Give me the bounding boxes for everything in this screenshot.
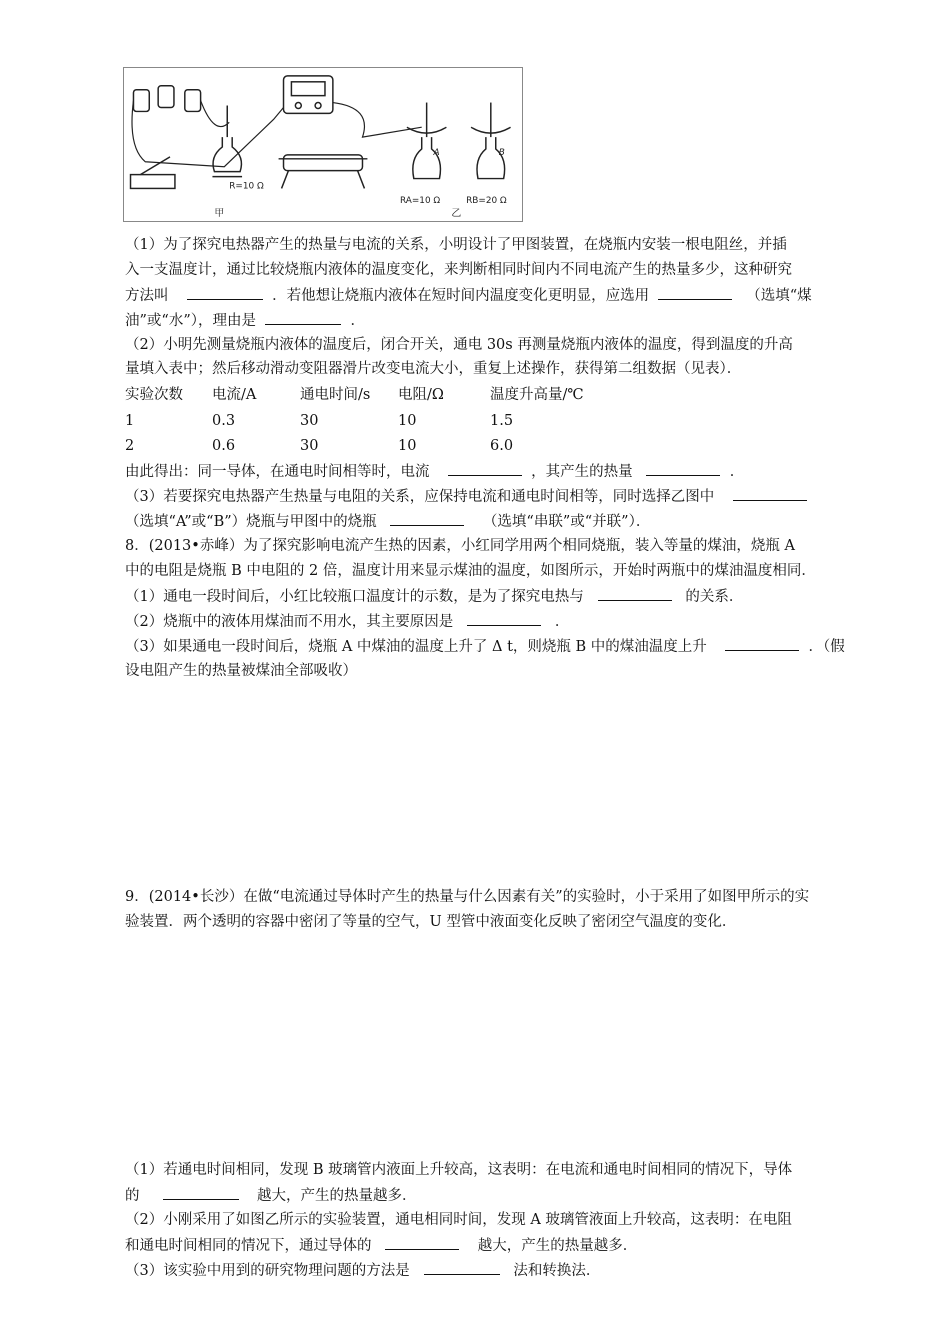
table-cell: 1.5 <box>490 413 514 429</box>
q7-p1-line4 <box>125 310 365 331</box>
answer-blank[interactable] <box>390 511 464 526</box>
label-yi: 乙 <box>451 208 462 220</box>
table-cell: 0.6 <box>212 438 236 454</box>
r-label: R=10 Ω <box>229 181 264 192</box>
q7-p1-line2: 入一支温度计，通过比较烧瓶内液体的温度变化，来判断相同时间内不同电流产生的热量多少，这种研究 <box>125 262 792 278</box>
circuit-diagram <box>124 68 522 221</box>
answer-blank[interactable] <box>598 586 672 601</box>
battery-icon <box>133 86 200 112</box>
table-cell: 30 <box>300 413 319 429</box>
text: 油”或“水”），理由是 <box>125 313 256 329</box>
text: 的关系． <box>685 589 744 605</box>
answer-blank[interactable] <box>163 1185 239 1200</box>
flask-b-icon <box>471 103 510 179</box>
text: （2）烧瓶中的液体用煤油而不用水，其主要原因是 <box>125 614 454 630</box>
text: ．若他想让烧瓶内液体在短时间内温度变化更明显，应选用 <box>272 288 650 304</box>
q9-line1: 9．(2014•长沙）在做“电流通过导体时产生的热量与什么因素有关”的实验时，小于采用了如图甲所示的实 <box>125 889 810 905</box>
text: ． <box>554 614 570 630</box>
answer-blank[interactable] <box>265 310 341 325</box>
table-cell: 0.3 <box>212 413 236 429</box>
table-header-cell: 温度升高量/℃ <box>490 387 584 403</box>
answer-blank[interactable] <box>725 636 799 651</box>
rb-label: RB=20 Ω <box>466 196 507 207</box>
text: ，其产生的热量 <box>531 464 633 480</box>
table-cell: 6.0 <box>490 438 514 454</box>
ra-label: RA=10 Ω <box>399 196 441 207</box>
flask-a-icon <box>407 103 446 179</box>
answer-blank[interactable] <box>424 1260 500 1275</box>
q7-p2-line1: （2）小明先测量烧瓶内液体的温度后，闭合开关，通电 30s 再测量烧瓶内液体的温度，得到温度的升高 <box>125 337 793 353</box>
answer-blank[interactable] <box>187 285 263 300</box>
b-label: B <box>498 147 505 158</box>
ammeter-icon <box>284 76 333 114</box>
text: 方法叫 <box>125 288 169 304</box>
q8-line2: 中的电阻是烧瓶 B 中电阻的 2 倍，温度计用来显示煤油的温度，如图所示，开始时两瓶中的煤油温度相同． <box>125 563 816 579</box>
table-cell: 10 <box>398 413 417 429</box>
text: ． <box>350 313 365 329</box>
q7-conclusion <box>125 461 744 482</box>
answer-blank[interactable] <box>448 461 522 476</box>
answer-blank[interactable] <box>385 1235 459 1250</box>
text: （选填“A”或“B”）烧瓶与甲图中的烧瓶 <box>125 514 377 530</box>
q9-p3 <box>125 1260 600 1281</box>
rheostat-icon <box>279 155 368 189</box>
table-header-cell: 通电时间/s <box>300 387 371 403</box>
text: （3）如果通电一段时间后，烧瓶 A 中煤油的温度上升了 Δ t，则烧瓶 B 中的煤油温度上升 <box>125 639 707 655</box>
q8-p3-cont: 设电阻产生的热量被煤油全部吸收） <box>125 663 357 679</box>
text: 和通电时间相同的情况下，通过导体的 <box>125 1238 372 1254</box>
text: 由此得出：同一导体，在通电时间相等时，电流 <box>125 464 430 480</box>
answer-blank[interactable] <box>646 461 720 476</box>
q9-line2: 验装置．两个透明的容器中密闭了等量的空气，U 型管中液面变化反映了密闭空气温度的变化． <box>125 914 737 930</box>
q9-p1-line1: （1）若通电时间相同，发现 B 玻璃管内液面上升较高，这表明：在电流和通电时间相同的情况下，导体 <box>125 1162 793 1178</box>
table-header-cell: 电阻/Ω <box>398 387 444 403</box>
text: 的 <box>125 1188 140 1204</box>
text: （3）若要探究电热器产生热量与电阻的关系，应保持电流和通电时间相等，同时选择乙图中 <box>125 489 715 505</box>
q9-p2-line2 <box>125 1235 637 1256</box>
table-header-cell: 实验次数 <box>125 387 183 403</box>
answer-blank[interactable] <box>658 285 732 300</box>
a-label: A <box>433 147 440 158</box>
text: （选填“串联”或“并联”）． <box>482 514 651 530</box>
text: ． <box>729 464 745 480</box>
q7-p1-line3 <box>125 285 812 306</box>
label-jia: 甲 <box>214 208 225 220</box>
text: 法和转换法． <box>513 1263 601 1279</box>
table-cell: 1 <box>125 413 135 429</box>
table-cell: 10 <box>398 438 417 454</box>
q8-p2 <box>125 611 569 632</box>
text: 越大，产生的热量越多． <box>256 1188 417 1204</box>
q8-line1: 8．(2013•赤峰）为了探究影响电流产生热的因素，小红同学用两个相同烧瓶，装入等量的煤油，烧瓶 A <box>125 538 795 554</box>
q8-p3 <box>125 636 845 657</box>
q7-p1-line1: （1）为了探究电热器产生的热量与电流的关系，小明设计了甲图装置，在烧瓶内安装一根电阻丝，并插 <box>125 237 787 253</box>
table-cell: 30 <box>300 438 319 454</box>
q9-p1-line2 <box>125 1185 416 1206</box>
text: （选填“煤 <box>746 288 812 304</box>
q7-p2-line2: 量填入表中；然后移动滑动变阻器滑片改变电流大小，重复上述操作，获得第二组数据（见表）． <box>125 361 742 377</box>
text: （1）通电一段时间后，小红比较瓶口温度计的示数，是为了探究电热与 <box>125 589 584 605</box>
q7-p3-line1 <box>125 486 807 507</box>
text: （3）该实验中用到的研究物理问题的方法是 <box>125 1263 410 1279</box>
experiment-figure <box>123 67 523 222</box>
answer-blank[interactable] <box>467 611 541 626</box>
switch-icon <box>131 157 175 189</box>
answer-blank[interactable] <box>733 486 807 501</box>
q8-p1 <box>125 586 743 607</box>
q9-p2-line1: （2）小刚采用了如图乙所示的实验装置，通电相同时间，发现 A 玻璃管液面上升较高，这表明：在电阻 <box>125 1212 792 1228</box>
text: 越大，产生的热量越多． <box>477 1238 638 1254</box>
table-cell: 2 <box>125 438 135 454</box>
q7-p3-line2 <box>125 511 650 532</box>
text: ．（假 <box>808 639 845 655</box>
table-header-cell: 电流/A <box>212 387 257 403</box>
